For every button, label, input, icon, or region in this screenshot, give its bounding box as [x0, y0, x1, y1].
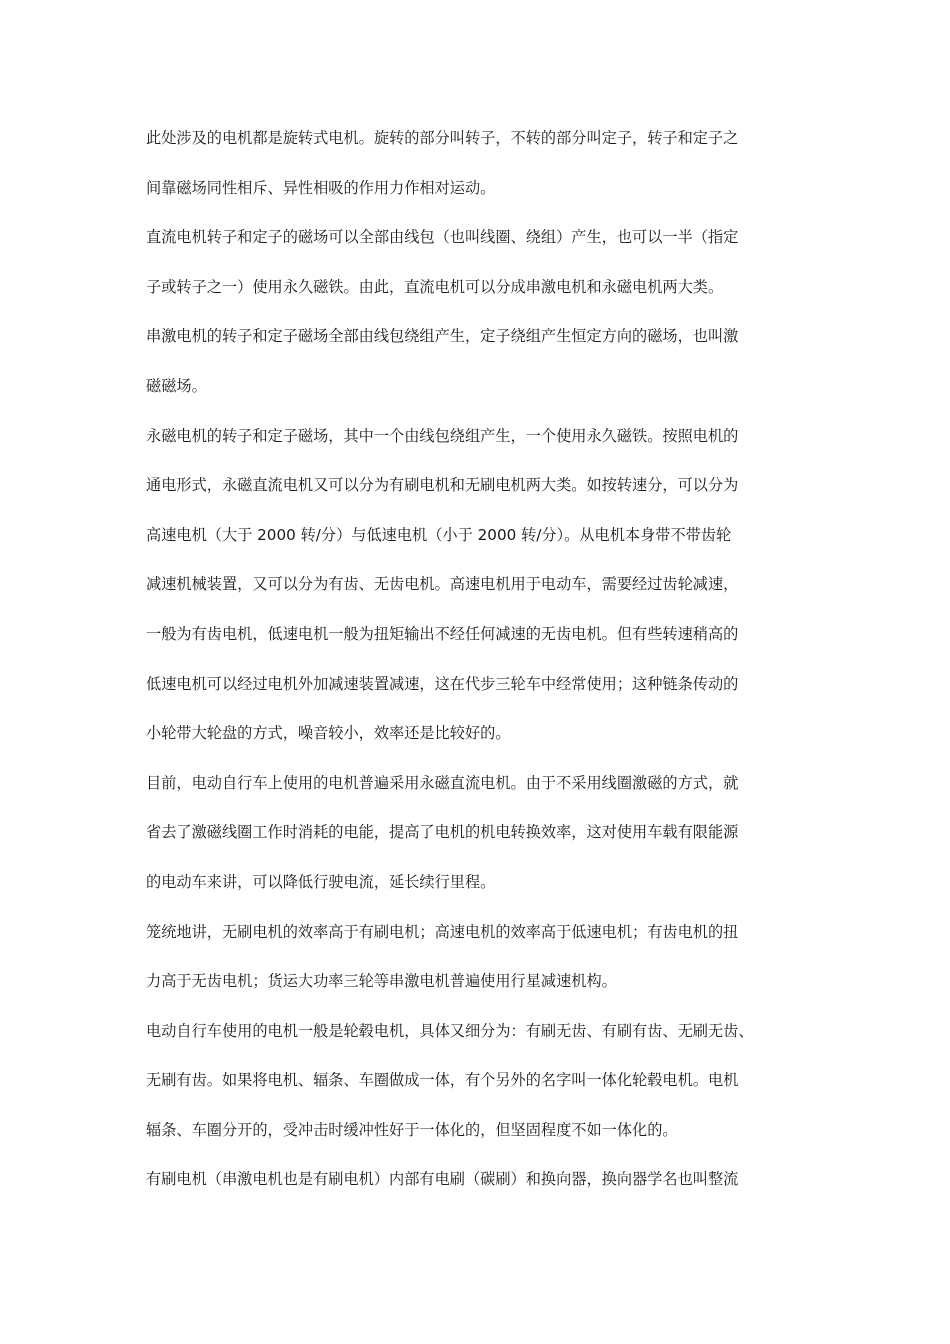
text-line: 小轮带大轮盘的方式，噪音较小，效率还是比较好的。	[146, 724, 511, 743]
text-line: 目前，电动自行车上使用的电机普遍采用永磁直流电机。由于不采用线圈激磁的方式，就	[146, 773, 739, 792]
text-line: 减速机械装置，又可以分为有齿、无齿电机。高速电机用于电动车，需要经过齿轮减速，	[146, 575, 739, 594]
text-line: 无刷有齿。如果将电机、辐条、车圈做成一体，有个另外的名字叫一体化轮毂电机。电机	[146, 1071, 739, 1090]
text-line: 笼统地讲，无刷电机的效率高于有刷电机；高速电机的效率高于低速电机；有齿电机的扭	[146, 922, 739, 941]
text-line: 低速电机可以经过电机外加减速装置减速，这在代步三轮车中经常使用；这种链条传动的	[146, 674, 739, 693]
text-line: 电动自行车使用的电机一般是轮毂电机，具体又细分为：有刷无齿、有刷有齿、无刷无齿、	[146, 1021, 754, 1040]
text-line: 通电形式，永磁直流电机又可以分为有刷电机和无刷电机两大类。如按转速分，可以分为	[146, 476, 739, 495]
text-line: 串激电机的转子和定子磁场全部由线包绕组产生，定子绕组产生恒定方向的磁场，也叫激	[146, 327, 739, 346]
text-line: 省去了激磁线圈工作时消耗的电能，提高了电机的机电转换效率，这对使用车载有限能源	[146, 823, 739, 842]
text-line: 的电动车来讲，可以降低行驶电流，延长续行里程。	[146, 872, 496, 891]
text-line: 力高于无齿电机；货运大功率三轮等串激电机普遍使用行星减速机构。	[146, 972, 617, 991]
text-line: 子或转子之一）使用永久磁铁。由此，直流电机可以分成串激电机和永磁电机两大类。	[146, 277, 724, 296]
text-line: 间靠磁场同性相斥、异性相吸的作用力作相对运动。	[146, 178, 496, 197]
text-line: 高速电机（大于 2000 转/分）与低速电机（小于 2000 转/分）。从电机本身带不带齿轮	[146, 525, 732, 544]
text-line: 有刷电机（串激电机也是有刷电机）内部有电刷（碳刷）和换向器，换向器学名也叫整流	[146, 1170, 739, 1189]
text-line: 永磁电机的转子和定子磁场，其中一个由线包绕组产生，一个使用永久磁铁。按照电机的	[146, 426, 739, 445]
text-line: 磁磁场。	[146, 376, 207, 395]
text-line: 辐条、车圈分开的，受冲击时缓冲性好于一体化的，但坚固程度不如一体化的。	[146, 1120, 678, 1139]
text-line: 一般为有齿电机，低速电机一般为扭矩输出不经任何减速的无齿电机。但有些转速稍高的	[146, 624, 739, 643]
text-line: 直流电机转子和定子的磁场可以全部由线包（也叫线圈、绕组）产生，也可以一半（指定	[146, 228, 739, 247]
body-text	[146, 122, 816, 1213]
text-line: 此处涉及的电机都是旋转式电机。旋转的部分叫转子，不转的部分叫定子，转子和定子之	[146, 129, 739, 147]
